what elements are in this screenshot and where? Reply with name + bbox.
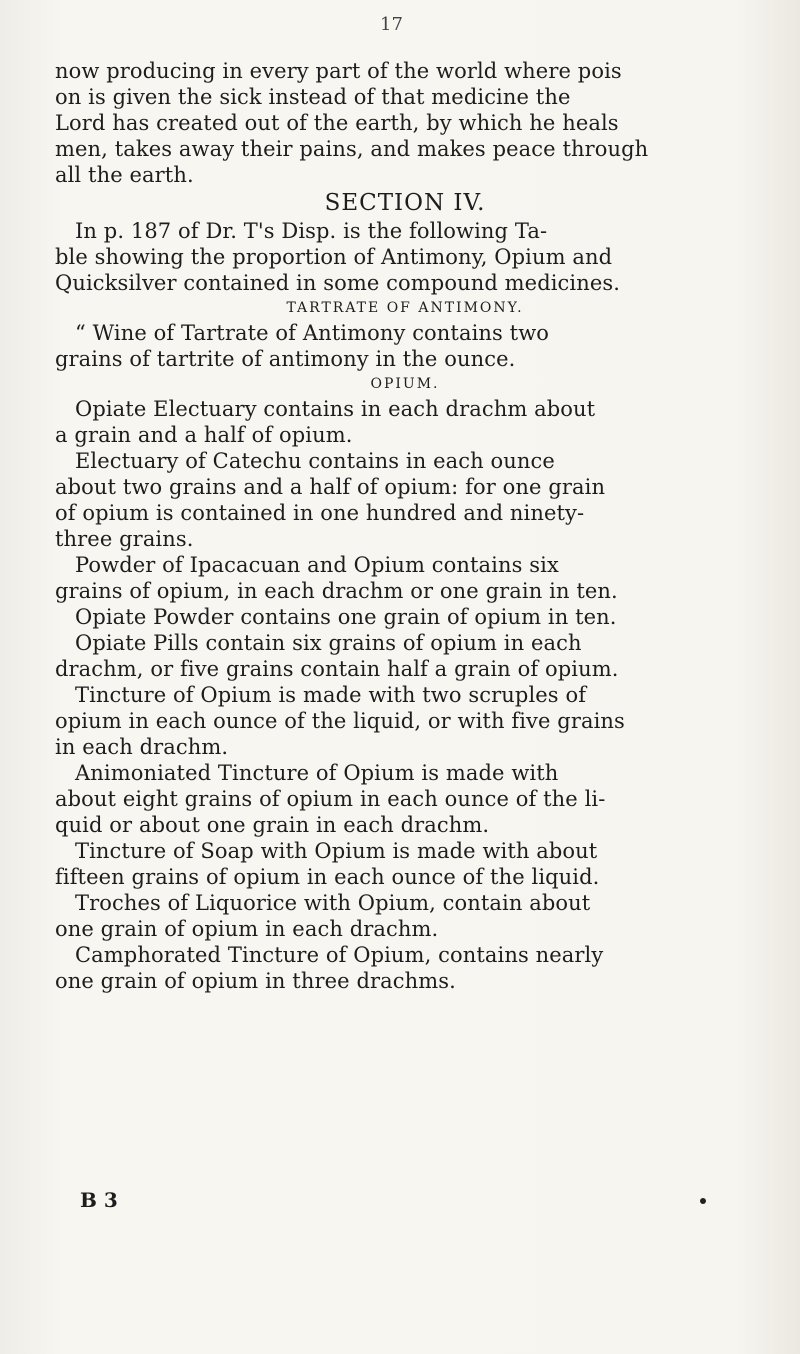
signature-mark: B 3 — [80, 1188, 118, 1212]
antimony-line: “ Wine of Tartrate of Antimony contains two — [75, 321, 550, 345]
section-intro-line: In p. 187 of Dr. T's Disp. is the following Ta- — [75, 219, 548, 243]
section-intro-line: ble showing the proportion of Antimony, Opium and — [55, 245, 613, 269]
opium-line: about two grains and a half of opium: for one grain — [55, 475, 606, 499]
opium-line: a grain and a half of opium. — [55, 423, 353, 447]
opium-line: Animoniated Tincture of Opium is made with — [75, 761, 559, 785]
opium-line: Opiate Electuary contains in each drachm about — [75, 397, 596, 421]
opium-line: in each drachm. — [55, 735, 229, 759]
opium-line: quid or about one grain in each drachm. — [55, 813, 490, 837]
intro-line: all the earth. — [55, 163, 194, 187]
page-footer — [55, 1188, 755, 1212]
opium-line: Opiate Pills contain six grains of opium in each — [75, 631, 582, 655]
opium-line: three grains. — [55, 527, 194, 551]
opium-line: Opiate Powder contains one grain of opium in ten. — [75, 605, 617, 629]
subhead-antimony: TARTRATE OF ANTIMONY. — [286, 300, 524, 316]
antimony-line: grains of tartrite of antimony in the ounce. — [55, 347, 516, 371]
ink-dot — [700, 1198, 706, 1204]
opium-line: Camphorated Tincture of Opium, contains nearly — [75, 943, 604, 967]
document-body — [55, 58, 755, 994]
subhead-opium: OPIUM. — [370, 376, 440, 392]
section-title: SECTION IV. — [324, 190, 486, 216]
opium-line: one grain of opium in three drachms. — [55, 969, 456, 993]
opium-line: grains of opium, in each drachm or one grain in ten. — [55, 579, 618, 603]
opium-line: fifteen grains of opium in each ounce of the liquid. — [55, 865, 600, 889]
intro-line: men, takes away their pains, and makes peace through — [55, 137, 649, 161]
opium-line: about eight grains of opium in each ounce of the li- — [55, 787, 606, 811]
opium-line: Troches of Liquorice with Opium, contain about — [75, 891, 591, 915]
opium-line: opium in each ounce of the liquid, or with five grains — [55, 709, 625, 733]
opium-line: of opium is contained in one hundred and ninety- — [55, 501, 585, 525]
opium-line: Tincture of Opium is made with two scruples of — [75, 683, 587, 707]
opium-line: Powder of Ipacacuan and Opium contains six — [75, 553, 559, 577]
intro-line: Lord has created out of the earth, by which he heals — [55, 111, 619, 135]
opium-line: Electuary of Catechu contains in each ounce — [75, 449, 555, 473]
section-intro-line: Quicksilver contained in some compound medicines. — [55, 271, 621, 295]
opium-line: one grain of opium in each drachm. — [55, 917, 439, 941]
intro-line: now producing in every part of the world where pois — [55, 59, 622, 83]
opium-line: Tincture of Soap with Opium is made with about — [75, 839, 598, 863]
intro-line: on is given the sick instead of that medicine the — [55, 85, 571, 109]
opium-line: drachm, or five grains contain half a grain of opium. — [55, 657, 619, 681]
page-number: 17 — [380, 14, 403, 35]
